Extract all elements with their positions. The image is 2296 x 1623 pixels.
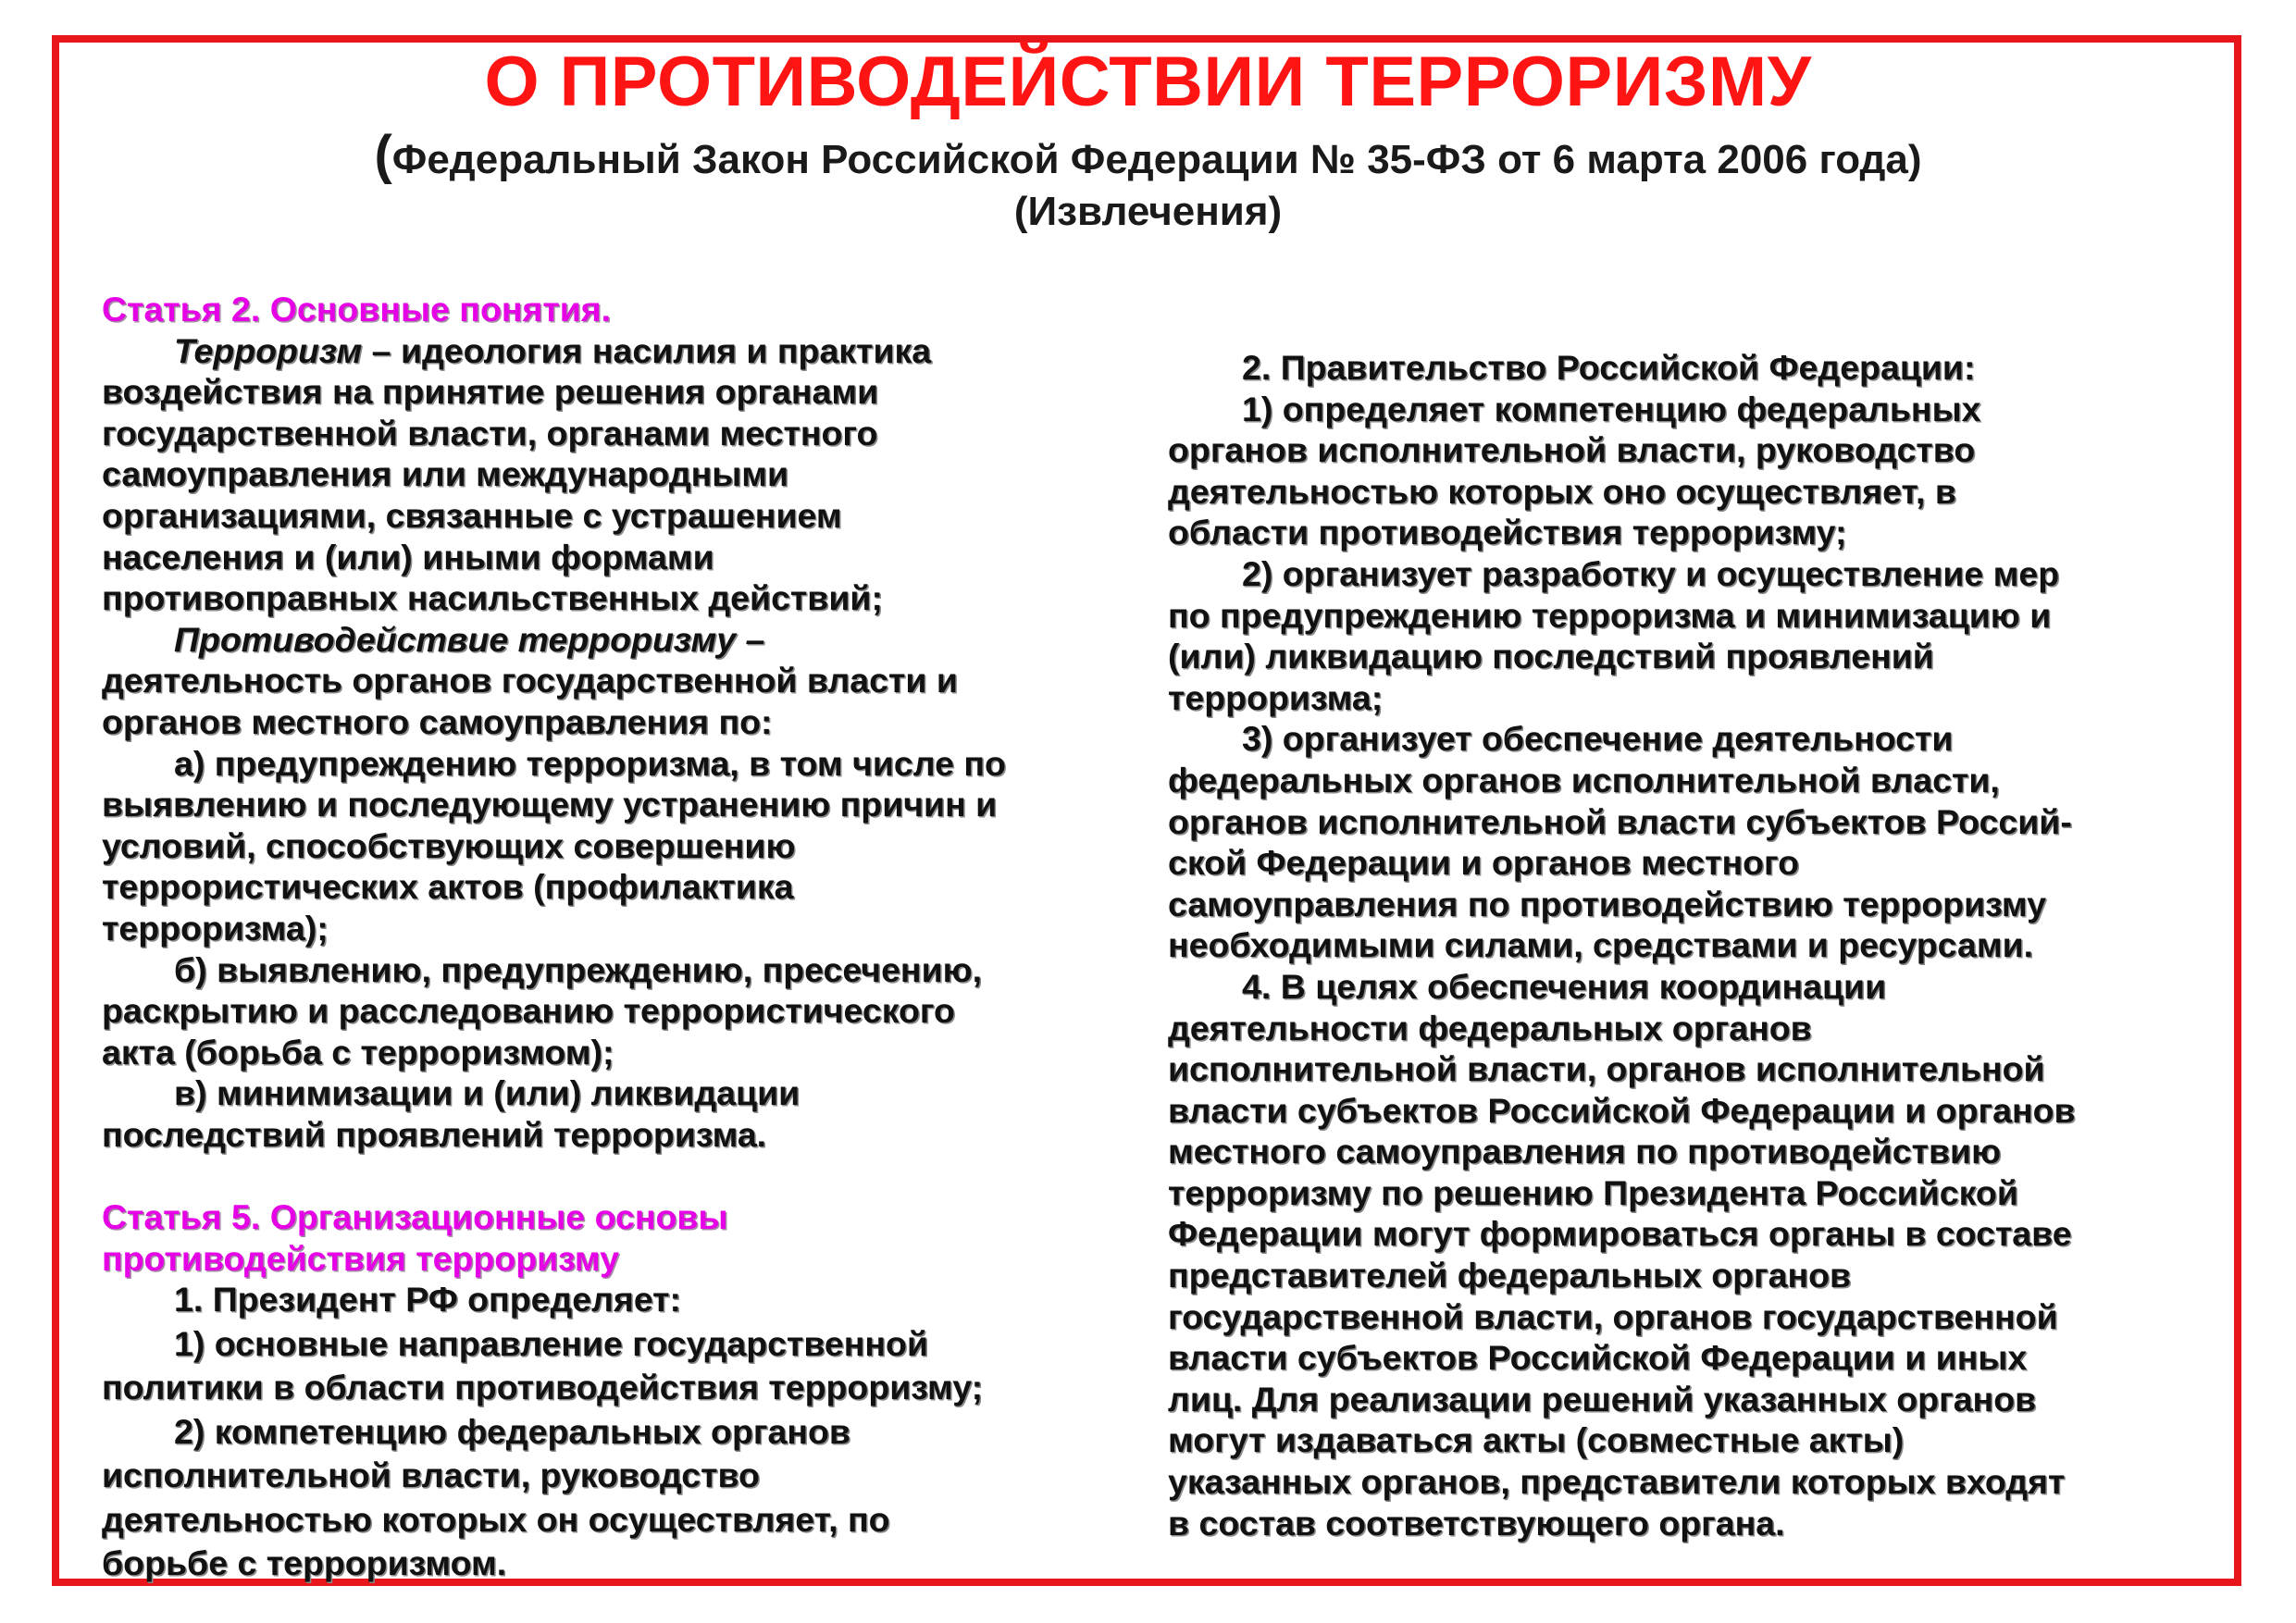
gov-item-3-line: федеральных органов исполнительной власти, bbox=[1168, 760, 2000, 799]
gov-item-3-line: органов исполнительной власти субъектов Россий- bbox=[1168, 801, 2072, 841]
coordination-clause-line: Федерации могут формироваться органы в составе bbox=[1168, 1214, 2072, 1254]
item-a-line: условий, способствующих совершению bbox=[102, 825, 796, 865]
government-clause: 2. Правительство Российской Федерации: bbox=[1242, 348, 1976, 387]
item-a-line: а) предупреждению терроризма, в том числе по bbox=[174, 743, 1006, 783]
gov-item-1-line: органов исполнительной власти, руководство bbox=[1168, 430, 1976, 470]
gov-item-1-line: деятельностью которых оно осуществляет, в bbox=[1168, 471, 1956, 511]
terrorism-def-line: населения и (или) иными формами bbox=[102, 537, 714, 576]
terrorism-def-line: организациями, связанные с устрашением bbox=[102, 495, 842, 535]
gov-item-3-line: необходимыми силами, средствами и ресурсами. bbox=[1168, 925, 2034, 965]
president-item-2-line: исполнительной власти, руководство bbox=[102, 1456, 760, 1495]
gov-item-3-line: самоуправления по противодействию терроризму bbox=[1168, 884, 2046, 923]
coordination-clause-line: 4. В целях обеспечения координации bbox=[1242, 966, 1887, 1006]
item-v-line: последствий проявлений терроризма. bbox=[102, 1114, 767, 1154]
coordination-clause-line: местного самоуправления по противодействию bbox=[1168, 1132, 2002, 1171]
gov-item-1-line: области противодействия терроризму; bbox=[1168, 513, 1847, 552]
law-subtitle bbox=[0, 125, 2296, 188]
item-b-line: акта (борьба с терроризмом); bbox=[102, 1032, 614, 1072]
president-item-2-line: борьбе с терроризмом. bbox=[102, 1543, 507, 1583]
gov-item-1-line: 1) определяет компетенцию федеральных bbox=[1242, 389, 1981, 428]
item-a-line: выявлению и последующему устранению причин и bbox=[102, 785, 998, 824]
item-b-line: раскрытию и расследованию террористического bbox=[102, 991, 955, 1031]
article-5-heading-line: противодействия терроризму bbox=[102, 1238, 619, 1278]
subtitle-text: Федеральный Закон Российской Федерации № 35-ФЗ от 6 марта 2006 года) bbox=[391, 137, 1922, 182]
gov-item-3-line: ской Федерации и органов местного bbox=[1168, 843, 1800, 883]
president-item-2-line: 2) компетенцию федеральных органов bbox=[174, 1411, 850, 1451]
president-item-1-line: политики в области противодействия терроризму; bbox=[102, 1368, 984, 1407]
gov-item-2-line: (или) ликвидацию последствий проявлений bbox=[1168, 637, 1934, 676]
poster-title: О ПРОТИВОДЕЙСТВИИ ТЕРРОРИЗМУ bbox=[484, 43, 1812, 121]
coordination-clause-line: могут издаваться акты (совместные акты) bbox=[1168, 1420, 1905, 1460]
item-a-line: террористических актов (профилактика bbox=[102, 867, 794, 907]
gov-item-2-line: по предупреждению терроризма и минимизацию и bbox=[1168, 595, 2052, 635]
left-column bbox=[102, 289, 1006, 1587]
president-item-1-line: 1) основные направление государственной bbox=[174, 1323, 929, 1363]
gov-item-3-line: 3) организует обеспечение деятельности bbox=[1242, 719, 1954, 759]
article-5-heading-line: Статья 5. Организационные основы bbox=[102, 1197, 728, 1237]
terrorism-def-line: самоуправления или международными bbox=[102, 454, 789, 494]
item-v-line: в) минимизации и (или) ликвидации bbox=[174, 1073, 800, 1113]
terrorism-def-line: государственной власти, органами местного bbox=[102, 413, 878, 452]
counter-def-line: органов местного самоуправления по: bbox=[102, 701, 773, 741]
coordination-clause-line: в состав соответствующего органа. bbox=[1168, 1503, 1785, 1542]
article-2-heading: Статья 2. Основные понятия. bbox=[102, 290, 612, 328]
coordination-clause-line: терроризму по решению Президента Российской bbox=[1168, 1172, 2018, 1212]
paragraph-gap bbox=[102, 1155, 1006, 1196]
gov-item-2-line: терроризма; bbox=[1168, 677, 1384, 717]
extract-label: (Извлечения) bbox=[1013, 189, 1283, 234]
coordination-clause-line: государственной власти, органов государственной bbox=[1168, 1296, 2058, 1336]
subtitle-open-paren: ( bbox=[374, 125, 392, 185]
terrorism-def-line: – идеология насилия и практика bbox=[362, 330, 932, 370]
president-item-2-line: деятельностью которых он осуществляет, по bbox=[102, 1499, 890, 1539]
counter-def-line: деятельность органов государственной власти и bbox=[102, 661, 958, 700]
counter-terrorism-term-line bbox=[102, 619, 1006, 661]
coordination-clause-line: власти субъектов Российской Федерации и иных bbox=[1168, 1338, 2028, 1378]
coordination-clause-line: власти субъектов Российской Федерации и органов bbox=[1168, 1090, 2076, 1130]
terrorism-def-line: воздействия на принятие решения органами bbox=[102, 372, 879, 412]
terrorism-definition-first-line bbox=[102, 330, 1006, 372]
terrorism-term: Терроризм bbox=[174, 330, 363, 370]
coordination-clause-line: деятельности федеральных органов bbox=[1168, 1008, 1812, 1047]
item-b-line: б) выявлению, предупреждению, пресечению, bbox=[174, 949, 983, 989]
gov-item-2-line: 2) организует разработку и осуществление мер bbox=[1242, 553, 2060, 593]
counter-terrorism-term: Противодействие терроризму – bbox=[174, 619, 765, 659]
item-a-line: терроризма); bbox=[102, 908, 329, 948]
coordination-clause-line: лиц. Для реализации решений указанных органов bbox=[1168, 1379, 2037, 1419]
right-column bbox=[1168, 347, 2076, 1543]
coordination-clause-line: исполнительной власти, органов исполнительной bbox=[1168, 1049, 2045, 1089]
president-clause: 1. Президент РФ определяет: bbox=[174, 1280, 682, 1319]
coordination-clause-line: представителей федеральных органов bbox=[1168, 1256, 1852, 1295]
coordination-clause-line: указанных органов, представители которых входят bbox=[1168, 1462, 2066, 1502]
terrorism-def-line: противоправных насильственных действий; bbox=[102, 578, 883, 618]
